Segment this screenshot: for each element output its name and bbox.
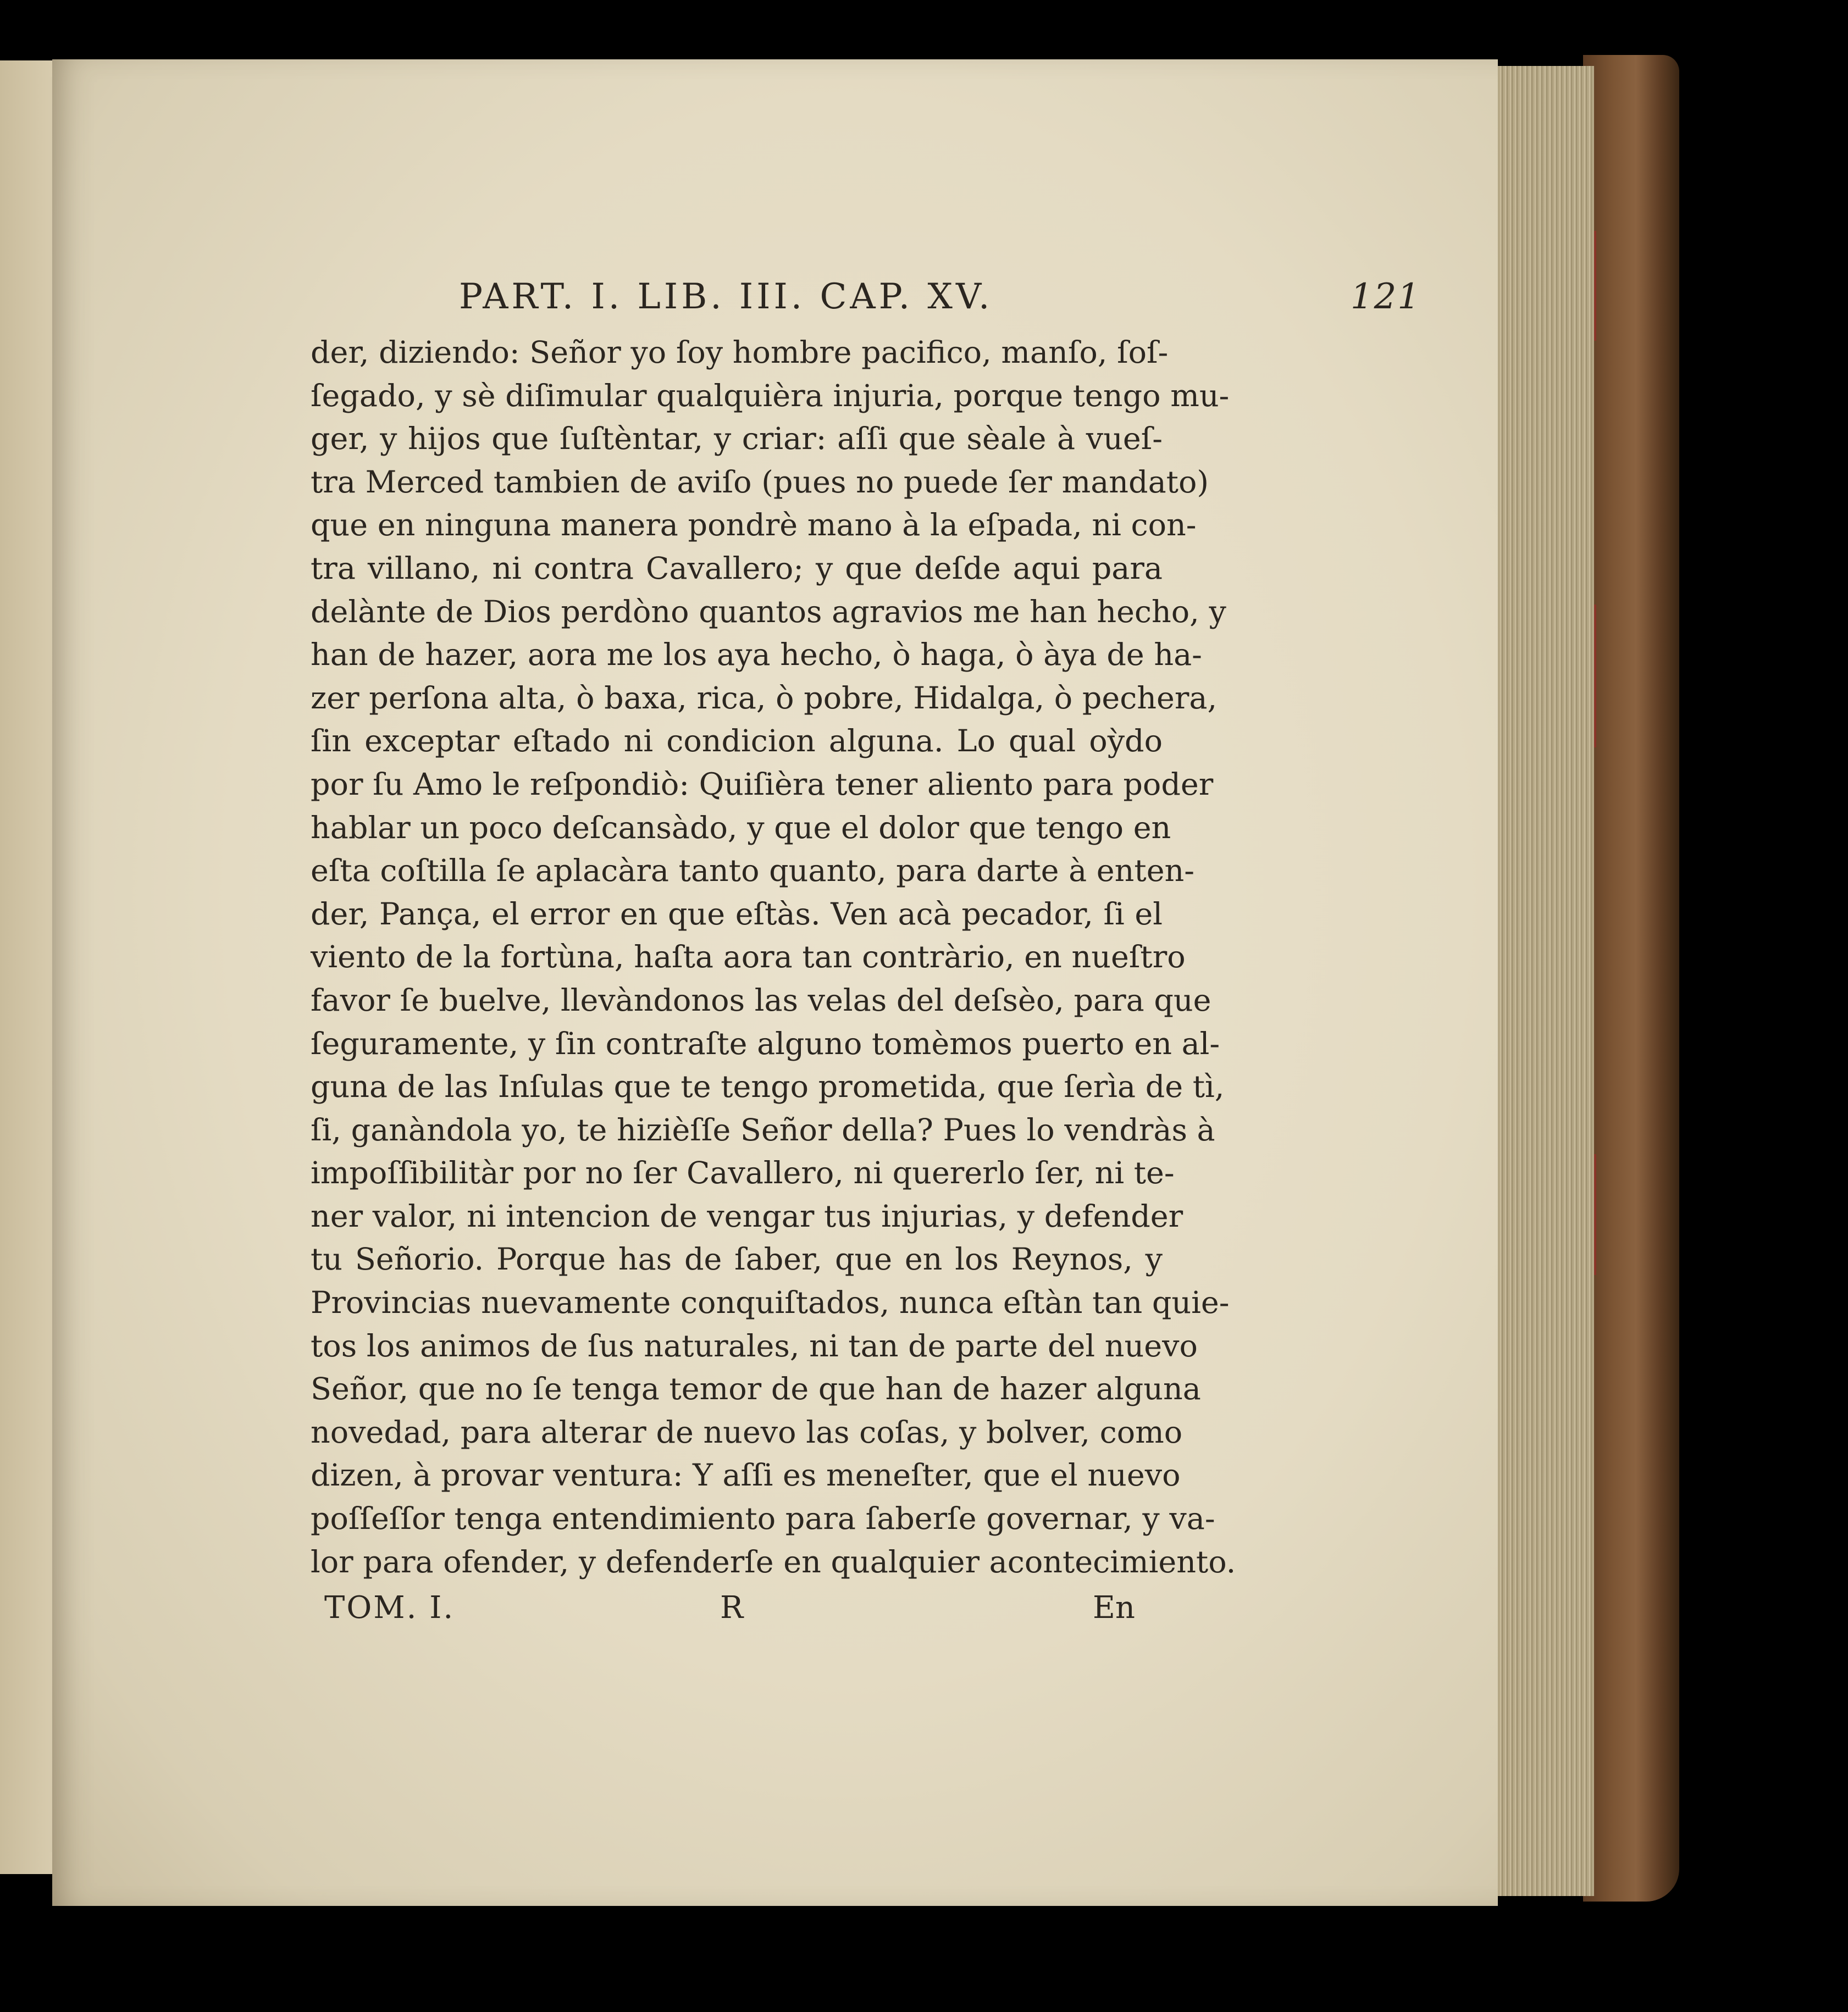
body-line: der, Pança, el error en que eſtàs. Ven acà pecador, ſi el bbox=[311, 896, 1163, 932]
body-line: tos los animos de ſus naturales, ni tan de parte del nuevo bbox=[311, 1328, 1198, 1364]
body-line: tra villano, ni contra Cavallero; y que deſde aqui para bbox=[311, 550, 1163, 586]
running-head bbox=[311, 276, 1421, 326]
body-line: poſſeſſor tenga entendimiento para ſaberſe governar, y va- bbox=[311, 1501, 1215, 1537]
footer-line bbox=[311, 1590, 1135, 1634]
body-line: zer perſona alta, ò baxa, rica, ò pobre, Hidalga, ò pechera, bbox=[311, 680, 1218, 716]
body-line: tu Señorio. Porque has de ſaber, que en los Reynos, y bbox=[311, 1241, 1163, 1278]
body-line: han de hazer, aora me los aya hecho, ò haga, ò àya de ha- bbox=[311, 637, 1202, 673]
body-line: delànte de Dios perdòno quantos agravios me han hecho, y bbox=[311, 594, 1226, 630]
body-line: Provincias nuevamente conquiſtados, nunca eſtàn tan quie- bbox=[311, 1285, 1230, 1321]
body-line: guna de las Inſulas que te tengo prometida, que ſerìa de tì, bbox=[311, 1069, 1225, 1105]
body-line: ſeguramente, y ſin contraſte alguno tomèmos puerto en al- bbox=[311, 1026, 1220, 1062]
body-line: ſin exceptar eſtado ni condicion alguna. Lo qual oỳdo bbox=[311, 723, 1163, 760]
body-line: ner valor, ni intencion de vengar tus injurias, y defender bbox=[311, 1198, 1183, 1234]
body-line: favor ſe buelve, llevàndonos las velas del deſsèo, para que bbox=[311, 982, 1211, 1018]
body-line: tra Merced tambien de aviſo (pues no puede ſer mandato) bbox=[311, 464, 1209, 500]
body-line: novedad, para alterar de nuevo las coſas, y bolver, como bbox=[311, 1414, 1183, 1450]
recto-page bbox=[52, 59, 1498, 1906]
page-number: 121 bbox=[1350, 276, 1421, 317]
body-line: impoſſibilitàr por no ſer Cavallero, ni quererlo ſer, ni te- bbox=[311, 1155, 1175, 1191]
body-line: que en ninguna manera pondrè mano à la eſpada, ni con- bbox=[311, 507, 1197, 544]
body-line: ger, y hijos que ſuſtèntar, y criar: aſſi que sèale à vueſ- bbox=[311, 421, 1163, 457]
signature-mark: R bbox=[720, 1590, 744, 1626]
body-line: Señor, que no ſe tenga temor de que han de hazer alguna bbox=[311, 1371, 1201, 1407]
catchword: En bbox=[1093, 1590, 1135, 1626]
body-line: eſta coſtilla ſe aplacàra tanto quanto, para darte à enten- bbox=[311, 853, 1195, 889]
body-line: ſegado, y sè diſimular qualquièra injuria, porque tengo mu- bbox=[311, 378, 1230, 414]
body-line: dizen, à provar ventura: Y aſſi es meneſter, que el nuevo bbox=[311, 1457, 1181, 1494]
running-title: PART. I. LIB. III. CAP. XV. bbox=[459, 276, 993, 317]
body-line: der, diziendo: Señor yo ſoy hombre pacifico, manſo, ſoſ- bbox=[311, 335, 1169, 370]
body-text bbox=[311, 331, 1236, 1584]
body-line: ſi, ganàndola yo, te hizièſſe Señor della? Pues lo vendràs à bbox=[311, 1112, 1215, 1148]
body-line: lor para ofender, y defenderſe en qualquier acontecimiento. bbox=[311, 1544, 1236, 1580]
page-block-edge bbox=[1484, 66, 1594, 1896]
body-line: hablar un poco deſcansàdo, y que el dolor que tengo en bbox=[311, 810, 1171, 846]
body-line: viento de la fortùna, haſta aora tan contràrio, en nueſtro bbox=[311, 939, 1186, 975]
volume-signature: TOM. I. bbox=[324, 1590, 455, 1626]
body-line: por ſu Amo le reſpondiò: Quiſièra tener aliento para poder bbox=[311, 766, 1214, 802]
book-cover-binding bbox=[1583, 55, 1679, 1902]
